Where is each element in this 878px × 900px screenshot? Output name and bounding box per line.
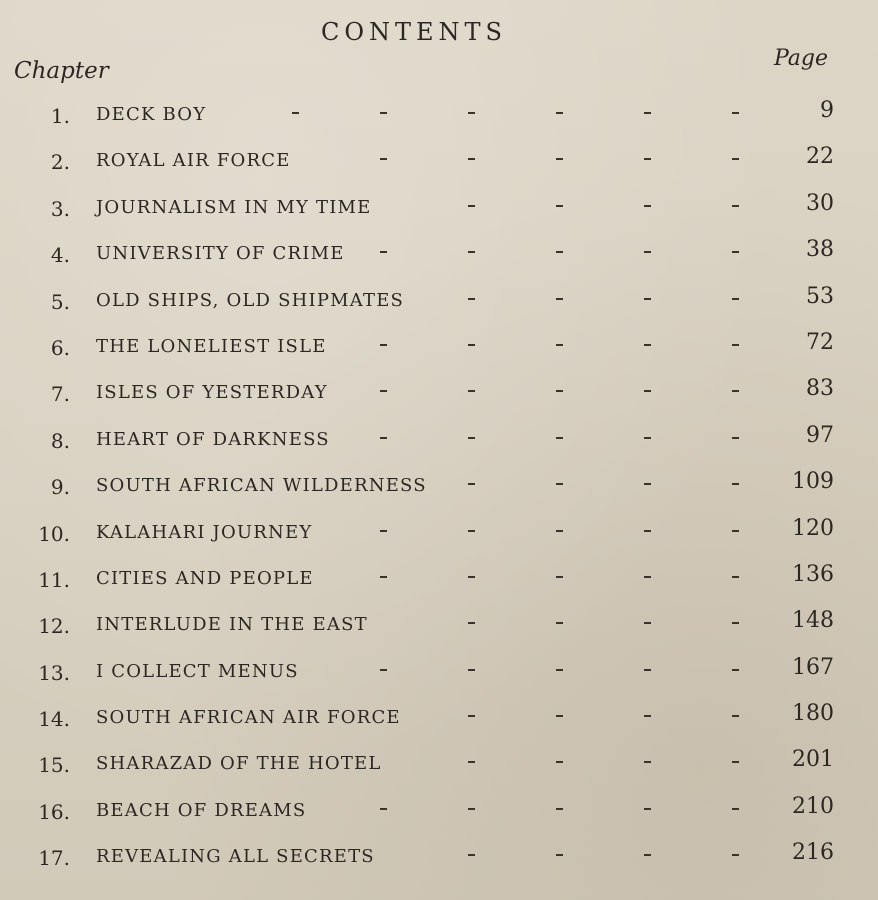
leader-dash (732, 483, 739, 485)
page-number: 22 (806, 144, 834, 170)
page-number: 180 (792, 701, 834, 727)
leader-dash (732, 158, 739, 160)
leader-dash (644, 715, 651, 717)
leader-dash (380, 576, 387, 578)
leader-dashes (0, 751, 878, 771)
leader-dash (556, 715, 563, 717)
toc-entry (0, 417, 878, 463)
leader-dash (732, 205, 739, 207)
leader-dash (468, 530, 475, 532)
chapter-title: INTERLUDE IN THE EAST (96, 614, 368, 636)
contents-heading: CONTENTS (320, 18, 507, 46)
page-number: 136 (792, 561, 834, 587)
leader-dash (468, 854, 475, 856)
leader-dashes (0, 241, 878, 261)
leader-dash (644, 390, 651, 392)
leader-dash (468, 483, 475, 485)
leader-dash (556, 205, 563, 207)
chapter-number: 7. (50, 382, 70, 407)
toc-entry (0, 741, 878, 787)
page-number: 120 (792, 515, 834, 541)
chapter-title: DECK BOY (96, 104, 207, 125)
leader-dashes (0, 566, 878, 586)
chapter-column-label: Chapter (14, 58, 109, 84)
leader-dash (556, 158, 563, 160)
chapter-title: CITIES AND PEOPLE (96, 567, 314, 589)
toc-entry (0, 649, 878, 695)
leader-dash (380, 808, 387, 810)
chapter-number: 11. (38, 567, 70, 592)
leader-dash (556, 390, 563, 392)
chapter-title: I COLLECT MENUS (96, 660, 299, 682)
leader-dash (468, 808, 475, 810)
toc-entry (0, 695, 878, 741)
leader-dash (468, 390, 475, 392)
toc-entry (0, 324, 878, 370)
leader-dash (644, 622, 651, 624)
leader-dashes (0, 473, 878, 493)
leader-dash (644, 344, 651, 346)
leader-dash (644, 808, 651, 810)
chapter-title: HEART OF DARKNESS (96, 428, 330, 450)
leader-dashes (0, 288, 878, 308)
leader-dash (468, 761, 475, 763)
toc-entry (0, 602, 878, 648)
page-number: 30 (806, 190, 834, 216)
page-column-label: Page (773, 46, 828, 71)
chapter-title: ROYAL AIR FORCE (96, 150, 291, 172)
leader-dash (380, 251, 387, 253)
leader-dash (644, 483, 651, 485)
page-number: 38 (806, 237, 834, 263)
leader-dashes (0, 844, 878, 864)
chapter-number: 2. (50, 150, 70, 175)
leader-dash (732, 715, 739, 717)
leader-dash (732, 808, 739, 810)
leader-dash (732, 622, 739, 624)
chapter-title: BEACH OF DREAMS (96, 799, 307, 821)
leader-dash (556, 112, 563, 114)
toc-entry (0, 510, 878, 556)
leader-dash (468, 112, 475, 114)
chapter-number: 9. (50, 475, 70, 500)
leader-dash (556, 437, 563, 439)
leader-dash (732, 344, 739, 346)
leader-dash (468, 715, 475, 717)
toc-entry (0, 463, 878, 509)
leader-dash (644, 298, 651, 300)
page-number: 109 (792, 469, 834, 495)
toc-entry (0, 370, 878, 416)
leader-dash (380, 112, 387, 114)
chapter-title: ISLES OF YESTERDAY (96, 382, 328, 404)
toc-entry (0, 138, 878, 184)
toc-entry (0, 556, 878, 602)
leader-dashes (0, 148, 878, 168)
leader-dash (556, 576, 563, 578)
leader-dash (644, 761, 651, 763)
toc-entry (0, 278, 878, 324)
chapter-title: SHARAZAD OF THE HOTEL (96, 753, 382, 775)
leader-dash (732, 530, 739, 532)
leader-dashes (0, 195, 878, 215)
leader-dashes (0, 334, 878, 354)
leader-dash (556, 530, 563, 532)
leader-dash (732, 669, 739, 671)
chapter-title: JOURNALISM IN MY TIME (96, 196, 372, 218)
page-number: 210 (792, 793, 834, 819)
leader-dash (380, 158, 387, 160)
leader-dashes (0, 612, 878, 632)
leader-dash (644, 158, 651, 160)
leader-dash (556, 854, 563, 856)
toc-entry (0, 788, 878, 834)
toc-entry (0, 231, 878, 277)
leader-dash (468, 251, 475, 253)
leader-dash (644, 530, 651, 532)
leader-dashes (0, 380, 878, 400)
leader-dash (556, 251, 563, 253)
leader-dashes (0, 798, 878, 818)
chapter-number: 4. (50, 243, 70, 268)
leader-dash (732, 761, 739, 763)
chapter-title: UNIVERSITY OF CRIME (96, 243, 345, 265)
leader-dash (644, 576, 651, 578)
leader-dash (380, 344, 387, 346)
toc-entry (0, 185, 878, 231)
chapter-number: 15. (38, 753, 70, 778)
page-number: 167 (792, 654, 834, 680)
chapter-number: 8. (50, 428, 70, 453)
leader-dash (380, 437, 387, 439)
leader-dash (380, 530, 387, 532)
leader-dash (556, 483, 563, 485)
page-number: 148 (792, 608, 834, 634)
leader-dash (644, 112, 651, 114)
chapter-number: 12. (38, 614, 70, 639)
leader-dashes (0, 102, 878, 122)
leader-dash (556, 298, 563, 300)
leader-dash (468, 622, 475, 624)
chapter-title: KALAHARI JOURNEY (96, 521, 313, 543)
chapter-number: 6. (50, 335, 70, 360)
chapter-number: 5. (50, 289, 70, 314)
page-number: 83 (806, 376, 834, 402)
leader-dash (468, 576, 475, 578)
leader-dashes (0, 705, 878, 725)
table-of-contents (0, 92, 878, 881)
leader-dash (292, 112, 299, 114)
leader-dash (556, 669, 563, 671)
page-number: 216 (792, 840, 834, 866)
leader-dash (380, 669, 387, 671)
chapter-title: OLD SHIPS, OLD SHIPMATES (96, 289, 405, 311)
leader-dashes (0, 520, 878, 540)
leader-dash (468, 205, 475, 207)
leader-dash (644, 854, 651, 856)
chapter-title: SOUTH AFRICAN AIR FORCE (96, 707, 401, 729)
toc-entry (0, 92, 878, 138)
chapter-number: 10. (38, 521, 70, 546)
leader-dash (732, 390, 739, 392)
chapter-title: THE LONELIEST ISLE (96, 335, 327, 357)
leader-dash (468, 344, 475, 346)
chapter-title: REVEALING ALL SECRETS (96, 846, 375, 868)
leader-dash (644, 669, 651, 671)
leader-dash (380, 390, 387, 392)
leader-dash (644, 205, 651, 207)
leader-dash (732, 576, 739, 578)
leader-dash (732, 112, 739, 114)
page-number: 97 (806, 422, 834, 448)
leader-dashes (0, 427, 878, 447)
leader-dash (556, 344, 563, 346)
chapter-number: 14. (38, 707, 70, 732)
leader-dash (468, 158, 475, 160)
leader-dash (732, 854, 739, 856)
chapter-number: 13. (38, 660, 70, 685)
chapter-number: 3. (50, 196, 70, 221)
chapter-number: 16. (38, 799, 70, 824)
leader-dash (468, 298, 475, 300)
page-number: 72 (806, 329, 834, 355)
leader-dash (468, 437, 475, 439)
leader-dash (556, 808, 563, 810)
chapter-number: 1. (50, 104, 70, 128)
leader-dash (732, 298, 739, 300)
leader-dash (644, 437, 651, 439)
leader-dashes (0, 659, 878, 679)
chapter-number: 17. (38, 846, 70, 871)
leader-dash (556, 761, 563, 763)
leader-dash (732, 251, 739, 253)
toc-entry (0, 834, 878, 880)
leader-dash (644, 251, 651, 253)
page-number: 201 (792, 747, 834, 773)
leader-dash (556, 622, 563, 624)
page-number: 9 (820, 98, 834, 123)
leader-dash (468, 669, 475, 671)
chapter-title: SOUTH AFRICAN WILDERNESS (96, 475, 427, 497)
leader-dash (732, 437, 739, 439)
page-number: 53 (806, 283, 834, 309)
